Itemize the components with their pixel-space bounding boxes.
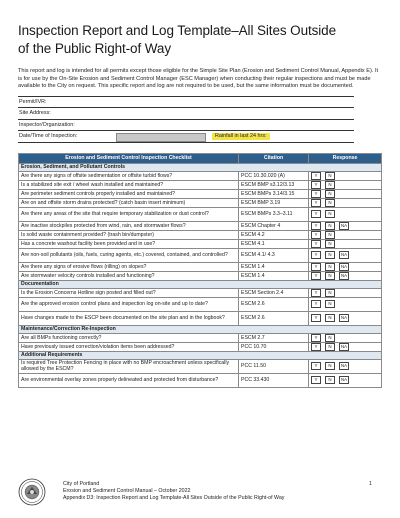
response-cell xyxy=(309,171,382,180)
response-cell xyxy=(309,262,382,271)
response-na-checkbox[interactable]: NA xyxy=(340,272,348,278)
table-row xyxy=(19,171,382,180)
checklist-question: Are all BMPs functioning correctly? xyxy=(19,333,239,342)
table-row xyxy=(19,230,382,239)
checklist-question: Is required Tree Protection Fencing in place with no BMP encroachment unless specifically allowed by the ESCM? xyxy=(19,359,239,373)
response-header: Response xyxy=(309,153,382,163)
response-no-checkbox[interactable]: N xyxy=(325,300,335,308)
citation-cell: ESCM 4.1/ 4.3 xyxy=(239,248,309,262)
response-na-checkbox[interactable]: NA xyxy=(340,377,348,383)
response-yes-checkbox[interactable]: Y xyxy=(311,289,321,297)
checklist-question: Are there any signs of erosive flows (rilling) on slopes? xyxy=(19,262,239,271)
citation-cell: PCC 10.70 xyxy=(239,342,309,351)
response-no-checkbox[interactable]: N xyxy=(325,181,335,189)
table-row xyxy=(19,198,382,207)
citation-cell: ESCM 2.6 xyxy=(239,297,309,311)
response-cell xyxy=(309,239,382,248)
response-na-checkbox[interactable]: NA xyxy=(340,222,348,228)
page-title xyxy=(18,22,382,58)
date-time-row xyxy=(18,131,354,143)
checklist-question: Is solid waste containment provided? (trash bin/dumpster) xyxy=(19,230,239,239)
inspection-checklist-table xyxy=(18,153,382,388)
rainfall-label: Rainfall in last 24 hrs: xyxy=(212,133,270,141)
response-no-checkbox[interactable]: N xyxy=(325,334,335,342)
response-cell xyxy=(309,207,382,221)
table-row xyxy=(19,373,382,387)
citation-header: Citation xyxy=(239,153,309,163)
response-na-checkbox[interactable]: NA xyxy=(340,363,348,369)
checklist-question: Is the Erosion Concerns Hotline sign posted and filled out? xyxy=(19,288,239,297)
footer-manual: Erosion and Sediment Control Manual – October 2022 xyxy=(63,488,191,494)
citation-cell: ESCM 1.4 xyxy=(239,262,309,271)
response-cell xyxy=(309,198,382,207)
table-row xyxy=(19,262,382,271)
response-no-checkbox[interactable]: N xyxy=(325,172,335,180)
response-yes-checkbox[interactable]: Y xyxy=(311,181,321,189)
citation-cell: PCC 10.30.020 (A) xyxy=(239,171,309,180)
citation-cell: ESCM BMP 3.19 xyxy=(239,198,309,207)
response-yes-checkbox[interactable]: Y xyxy=(311,190,321,198)
response-yes-checkbox[interactable]: Y xyxy=(311,210,321,218)
table-row xyxy=(19,239,382,248)
response-cell xyxy=(309,189,382,198)
table-row xyxy=(19,248,382,262)
response-cell xyxy=(309,221,382,230)
table-header-row xyxy=(19,153,382,163)
checklist-question: Are on and offsite storm drains protected? (catch basin insert minimum) xyxy=(19,198,239,207)
response-no-checkbox[interactable]: N xyxy=(325,222,335,230)
response-cell xyxy=(309,342,382,351)
response-no-checkbox[interactable]: N xyxy=(325,272,335,280)
citation-cell: ESCM BMPs 3.3–3.11 xyxy=(239,207,309,221)
response-na-checkbox[interactable]: NA xyxy=(340,315,348,321)
response-yes-checkbox[interactable]: Y xyxy=(311,343,321,351)
section-title: Additional Requirements xyxy=(19,351,382,359)
response-yes-checkbox[interactable]: Y xyxy=(311,314,321,322)
table-row xyxy=(19,207,382,221)
response-na-checkbox[interactable]: NA xyxy=(340,252,348,258)
section-header-row xyxy=(19,280,382,288)
checklist-question: Are there any signs of offsite sedimentation or offsite turbid flows? xyxy=(19,171,239,180)
response-no-checkbox[interactable]: N xyxy=(325,376,335,384)
response-cell xyxy=(309,248,382,262)
citation-cell: PCC 11.50 xyxy=(239,359,309,373)
checklist-question: Are non-soil pollutants (oils, fuels, curing agents, etc.) covered, contained, and controlled? xyxy=(19,248,239,262)
response-cell xyxy=(309,373,382,387)
checklist-question: Has a concrete washout facility been provided and in use? xyxy=(19,239,239,248)
table-row xyxy=(19,359,382,373)
inspector-label: Inspector/Organization: xyxy=(19,121,75,128)
response-cell xyxy=(309,180,382,189)
citation-cell: ESCM Chapter 4 xyxy=(239,221,309,230)
inspection-info-block xyxy=(18,96,354,143)
section-header-row xyxy=(19,163,382,171)
table-row xyxy=(19,288,382,297)
response-cell xyxy=(309,333,382,342)
checklist-body xyxy=(19,163,382,387)
response-no-checkbox[interactable]: N xyxy=(325,263,335,271)
table-row xyxy=(19,297,382,311)
response-yes-checkbox[interactable]: Y xyxy=(311,263,321,271)
checklist-question: Are the approved erosion control plans and inspection log on-site and up to date? xyxy=(19,297,239,311)
site-address-label: Site Address: xyxy=(19,110,51,117)
permit-label: Permit/IVR: xyxy=(19,98,47,105)
section-header-row xyxy=(19,325,382,333)
citation-cell: ESCM 1.4 xyxy=(239,271,309,280)
response-cell xyxy=(309,230,382,239)
footer-org: City of Portland xyxy=(63,481,100,487)
response-yes-checkbox[interactable]: Y xyxy=(311,272,321,280)
response-yes-checkbox[interactable]: Y xyxy=(311,362,321,370)
response-no-checkbox[interactable]: N xyxy=(325,210,335,218)
citation-cell: ESCM Section 2.4 xyxy=(239,288,309,297)
checklist-question: Is a stabilized site exit / wheel wash installed and maintained? xyxy=(19,180,239,189)
response-no-checkbox[interactable]: N xyxy=(325,251,335,259)
response-no-checkbox[interactable]: N xyxy=(325,231,335,239)
response-yes-checkbox[interactable]: Y xyxy=(311,240,321,248)
table-row xyxy=(19,342,382,351)
citation-cell: ESCM BMPs 3.14/3.15 xyxy=(239,189,309,198)
response-yes-checkbox[interactable]: Y xyxy=(311,376,321,384)
citation-cell: ESCM 2.6 xyxy=(239,311,309,325)
response-cell xyxy=(309,311,382,325)
response-yes-checkbox[interactable]: Y xyxy=(311,251,321,259)
intro-paragraph: This report and log is intended for all permits except those eligible for the Simple Site Plan (Erosion and Sediment Control Manual, Appendix E). It is for use by the On-Site Erosion and Sediment Control Manager (ESC Manager) when conducting their regular inspections and must be made available to the City on request. This specific report and log are not required to be used, but the same information must be documented. xyxy=(18,68,379,90)
response-na-checkbox[interactable]: NA xyxy=(340,343,348,349)
response-no-checkbox[interactable]: N xyxy=(325,343,335,351)
city-seal-icon xyxy=(18,478,46,506)
response-no-checkbox[interactable]: N xyxy=(325,362,335,370)
page-footer xyxy=(18,478,382,508)
table-row xyxy=(19,333,382,342)
table-row xyxy=(19,189,382,198)
response-yes-checkbox[interactable]: Y xyxy=(311,172,321,180)
response-yes-checkbox[interactable]: Y xyxy=(311,231,321,239)
section-title: Erosion, Sediment, and Pollutant Controls xyxy=(19,163,382,171)
table-row xyxy=(19,221,382,230)
citation-cell: ESCM 2.7 xyxy=(239,333,309,342)
response-cell xyxy=(309,359,382,373)
checklist-question: Have previously issued correction/violation items been addressed? xyxy=(19,342,239,351)
footer-appendix: Appendix D3: Inspection Report and Log Template-All Sites Outside of the Public Right-of Way xyxy=(63,495,285,501)
page-number: 1 xyxy=(369,481,372,487)
title-line-2: of the Public Right-of Way xyxy=(18,41,171,56)
checklist-question: Have changes made to the ESCP been documented on the site plan and in the logbook? xyxy=(19,311,239,325)
response-no-checkbox[interactable]: N xyxy=(325,314,335,322)
checklist-question: Are inactive stockpiles protected from wind, rain, and stormwater flows? xyxy=(19,221,239,230)
permit-row xyxy=(18,97,354,109)
response-cell xyxy=(309,297,382,311)
table-row xyxy=(19,180,382,189)
response-no-checkbox[interactable]: N xyxy=(325,289,335,297)
checklist-question: Are environmental overlay zones properly delineated and protected from disturbance? xyxy=(19,373,239,387)
response-cell xyxy=(309,288,382,297)
document-page xyxy=(18,22,382,388)
title-line-1: Inspection Report and Log Template–All Sites Outside xyxy=(18,23,336,38)
checklist-question: Are stormwater velocity controls installed and functioning? xyxy=(19,271,239,280)
table-row xyxy=(19,311,382,325)
response-na-checkbox[interactable]: NA xyxy=(340,263,348,269)
citation-cell: ESCM BMP s3.12/3.13 xyxy=(239,180,309,189)
footer-text xyxy=(63,481,284,502)
response-yes-checkbox[interactable]: Y xyxy=(311,222,321,230)
checklist-question: Are perimeter sediment controls properly installed and maintained? xyxy=(19,189,239,198)
inspector-row xyxy=(18,120,354,132)
site-address-row xyxy=(18,108,354,120)
table-row xyxy=(19,271,382,280)
section-header-row xyxy=(19,351,382,359)
date-time-label: Date/Time of Inspection: xyxy=(19,133,78,140)
citation-cell: ESCM 4.2 xyxy=(239,230,309,239)
section-title: Documentation xyxy=(19,280,382,288)
response-yes-checkbox[interactable]: Y xyxy=(311,300,321,308)
response-no-checkbox[interactable]: N xyxy=(325,199,335,207)
checklist-header: Erosion and Sediment Control Inspection Checklist xyxy=(19,153,239,163)
response-yes-checkbox[interactable]: Y xyxy=(311,199,321,207)
checklist-question: Are there any areas of the site that require temporary stabilization or dust control? xyxy=(19,207,239,221)
section-title: Maintenance/Correction Re-Inspection xyxy=(19,325,382,333)
response-yes-checkbox[interactable]: Y xyxy=(311,334,321,342)
date-time-field[interactable] xyxy=(116,133,206,143)
response-no-checkbox[interactable]: N xyxy=(325,240,335,248)
response-no-checkbox[interactable]: N xyxy=(325,190,335,198)
citation-cell: ESCM 4.1 xyxy=(239,239,309,248)
citation-cell: PCC 33.430 xyxy=(239,373,309,387)
response-cell xyxy=(309,271,382,280)
